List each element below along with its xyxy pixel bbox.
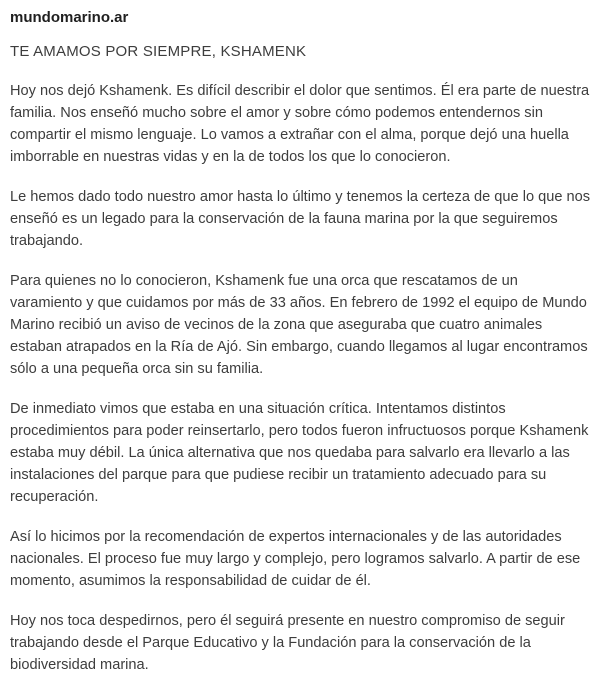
paragraph-1: Hoy nos dejó Kshamenk. Es difícil describir el dolor que sentimos. Él era parte de nuestra familia. Nos enseñó mucho sobre el amor y sobre cómo podemos entendernos sin compartir el mismo lenguaje. Lo vamos a extrañar con el alma, porque dejó una huella imborrable en nuestras vidas y en la de todos los que lo conocieron. xyxy=(10,83,590,165)
paragraph-2: Le hemos dado todo nuestro amor hasta lo último y tenemos la certeza de que lo que nos enseñó es un legado para la conservación de la fauna marina por la que seguiremos trabajando. xyxy=(10,189,591,249)
statement-body xyxy=(10,80,596,676)
source-account-link[interactable]: mundomarino.ar xyxy=(10,9,129,26)
paragraph-5: Así lo hicimos por la recomendación de expertos internacionales y de las autoridades nacionales. El proceso fue muy largo y complejo, pero logramos salvarlo. A partir de ese momento, asumimos la responsabilidad de cuidar de él. xyxy=(10,529,581,589)
paragraph-4: De inmediato vimos que estaba en una situación crítica. Intentamos distintos procedimientos para poder reinsertarlo, pero todos fueron infructuosos porque Kshamenk estaba muy débil. La única alternativa que nos quedaba para salvarlo era llevarlo a las instalaciones del parque para que pudiese recibir un tratamiento adecuado para su recuperación. xyxy=(10,401,589,505)
paragraph-3: Para quienes no lo conocieron, Kshamenk fue una orca que rescatamos de un varamiento y que cuidamos por más de 33 años. En febrero de 1992 el equipo de Mundo Marino recibió un aviso de vecinos de la zona que aseguraba que cuatro animales estaban atrapados en la Ría de Ajó. Sin embargo, cuando llegamos al lugar encontramos sólo a una pequeña orca sin su familia. xyxy=(10,273,588,377)
paragraph-6: Hoy nos toca despedirnos, pero él seguirá presente en nuestro compromiso de seguir trabajando desde el Parque Educativo y la Fundación para la conservación de la biodiversidad marina. xyxy=(10,613,565,673)
statement-title: TE AMAMOS POR SIEMPRE, KSHAMENK xyxy=(10,43,307,60)
